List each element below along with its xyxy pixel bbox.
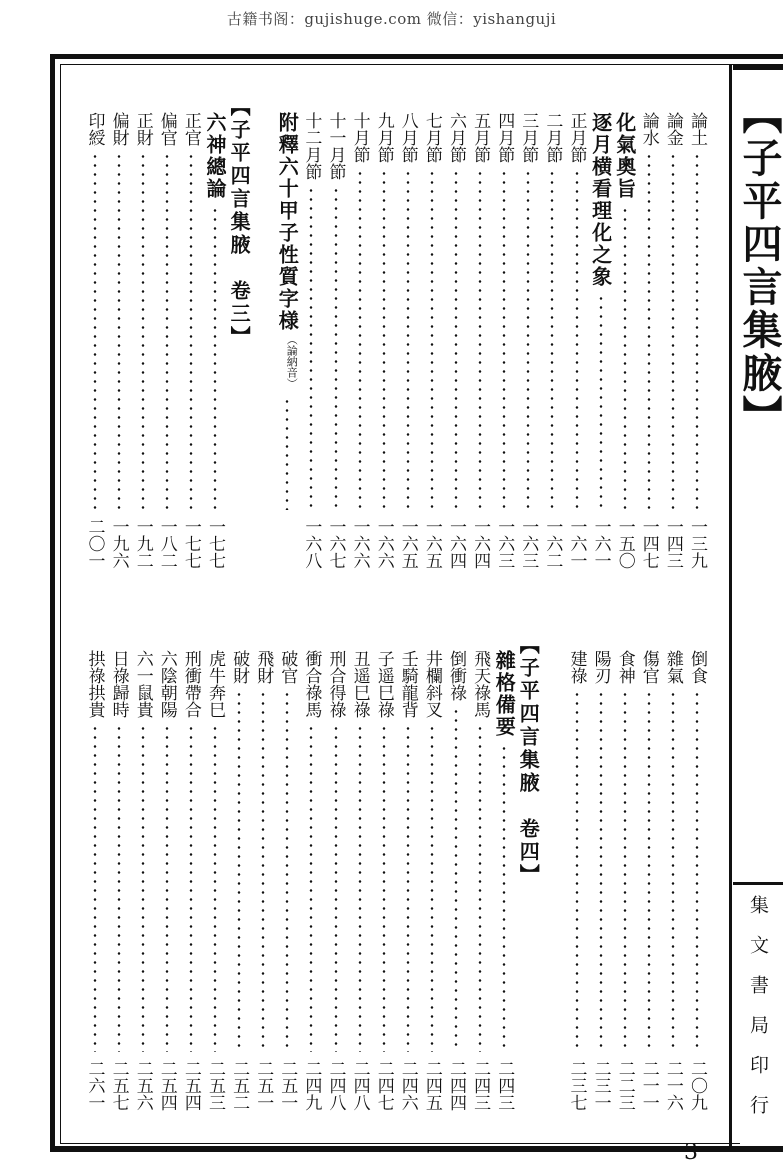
watermark: 古籍书阁：gujishuge.com 微信：yishanguji <box>226 10 557 28</box>
leader-dots <box>382 724 386 1052</box>
volume-heading: 【子平四言集腋 卷三】 <box>227 96 252 349</box>
toc-entry: 十月節 <box>349 112 370 163</box>
page-ref: 二四四 <box>446 1060 466 1111</box>
page-ref: 一三九 <box>687 518 707 569</box>
page-ref: 一六一 <box>566 518 587 569</box>
page-ref: 二五三 <box>205 1060 225 1111</box>
section-heading: 附釋六十甲子性質字様 <box>275 112 300 332</box>
page-ref: 一六八 <box>301 518 322 569</box>
toc-entry: 虎牛奔巳 <box>205 650 225 718</box>
leader-dots <box>695 152 699 510</box>
toc-entry: 印綬 <box>84 112 105 146</box>
page-ref: 二五四 <box>180 1060 201 1111</box>
leader-dots <box>165 152 169 510</box>
toc-entry: 論水 <box>638 112 659 146</box>
toc-entry: 十一月節 <box>325 112 346 180</box>
page-ref: 一七七 <box>180 518 201 569</box>
page-ref: 二五一 <box>277 1060 298 1111</box>
page-ref: 一八二 <box>156 518 177 569</box>
page-ref: 二四三 <box>470 1060 491 1111</box>
page-ref: 二四五 <box>421 1060 442 1111</box>
page-ref: 二四八 <box>349 1060 370 1111</box>
leader-dots <box>599 294 603 510</box>
toc-entry: 倒衝祿 <box>446 650 466 701</box>
page-ref: 二五四 <box>156 1060 177 1111</box>
page-ref: 一七七 <box>205 518 225 569</box>
page-ref: 一六七 <box>325 518 346 569</box>
side-rule <box>729 64 732 1146</box>
toc-entry: 丑遥巳祿 <box>349 650 370 718</box>
leader-dots <box>309 724 313 1052</box>
leader-dots <box>623 690 627 1052</box>
toc-entry: 飛天祿馬 <box>470 650 491 718</box>
leader-dots <box>526 169 530 510</box>
leader-dots <box>309 186 313 510</box>
page-ref: 二四八 <box>325 1060 346 1111</box>
leader-dots <box>406 724 410 1052</box>
leader-dots <box>93 152 97 510</box>
page-ref: 二四九 <box>301 1060 322 1111</box>
toc-entry: 飛財 <box>253 650 274 684</box>
toc-entry: 雜氣 <box>662 650 683 684</box>
page-ref: 一九六 <box>108 518 129 569</box>
leader-dots <box>189 152 193 510</box>
toc-entry: 二月節 <box>542 112 563 163</box>
toc-entry: 倒食 <box>687 650 707 684</box>
toc-entry: 六陰朝陽 <box>156 650 177 718</box>
page-ref: 二五二 <box>229 1060 250 1111</box>
leader-dots <box>358 724 362 1052</box>
leader-dots <box>334 724 338 1052</box>
page-number: 3 <box>684 1144 698 1161</box>
leader-dots <box>671 690 675 1052</box>
leader-dots <box>671 152 675 510</box>
leader-dots <box>189 724 193 1052</box>
toc-entry: 壬騎龍背 <box>397 650 418 718</box>
toc-note: （論納音） <box>285 334 299 389</box>
leader-dots <box>502 744 506 1052</box>
leader-dots <box>430 724 434 1052</box>
page-ref: 二三一 <box>590 1060 611 1111</box>
toc-entry: 子遥巳祿 <box>373 650 394 718</box>
leader-dots <box>382 169 386 510</box>
leader-dots <box>358 169 362 510</box>
leader-dots <box>478 169 482 510</box>
toc-entry: 三月節 <box>518 112 539 163</box>
page-ref: 一六二 <box>542 518 563 569</box>
toc-entry: 日祿歸時 <box>108 650 129 718</box>
page-ref: 二五一 <box>253 1060 274 1111</box>
page-ref: 二三七 <box>566 1060 587 1111</box>
toc-entry: 十二月節 <box>301 112 322 180</box>
toc-entry: 論金 <box>662 112 683 146</box>
page-ref: 一六四 <box>446 518 466 569</box>
page-ref: 一六四 <box>470 518 491 569</box>
leader-dots <box>454 169 458 510</box>
toc-entry: 拱祿拱貴 <box>84 650 105 718</box>
toc-entry: 五月節 <box>470 112 491 163</box>
page-ref: 二五六 <box>132 1060 153 1111</box>
toc-entry: 七月節 <box>421 112 442 163</box>
leader-dots <box>406 169 410 510</box>
page-ref: 二四六 <box>397 1060 418 1111</box>
leader-dots <box>502 169 506 510</box>
toc-entry: 正月節 <box>566 112 587 163</box>
side-separator <box>733 882 783 885</box>
toc-entry: 破官 <box>277 650 298 684</box>
leader-dots <box>117 724 121 1052</box>
toc-entry: 論土 <box>687 112 707 146</box>
page-ref: 一六三 <box>494 518 515 569</box>
leader-dots <box>695 690 699 1052</box>
toc-entry: 建祿 <box>566 650 587 684</box>
leader-dots <box>454 707 458 1052</box>
leader-dots <box>285 690 289 1052</box>
toc-entry: 傷官 <box>638 650 659 684</box>
page-ref: 一四七 <box>638 518 659 569</box>
leader-dots <box>213 724 217 1052</box>
leader-dots <box>334 186 338 510</box>
toc-entry: 正財 <box>132 112 153 146</box>
section-heading: 化氣奧旨 <box>612 112 637 200</box>
toc-entry: 刑合得祿 <box>325 650 346 718</box>
page-ref: 二四三 <box>494 1060 515 1111</box>
toc-entry: 食神 <box>614 650 635 684</box>
leader-dots <box>478 724 482 1052</box>
publisher: 集文書局印行 <box>747 895 769 1135</box>
leader-dots <box>430 169 434 510</box>
toc-entry: 正官 <box>180 112 201 146</box>
page-ref: 二六一 <box>84 1060 105 1111</box>
leader-dots <box>550 169 554 510</box>
leader-dots <box>117 152 121 510</box>
page-ref: 一六一 <box>590 518 611 569</box>
section-heading: 逐月横看理化之象 <box>588 112 613 288</box>
page-ref: 二〇一 <box>84 518 105 569</box>
toc-entry: 四月節 <box>494 112 515 163</box>
book-title: 【子平四言集腋】 <box>736 94 783 438</box>
leader-dots <box>165 724 169 1052</box>
page-ref: 二一六 <box>662 1060 683 1111</box>
page-ref: 一六六 <box>349 518 370 569</box>
page-ref: 二一一 <box>638 1060 659 1111</box>
toc-entry: 陽刃 <box>590 650 611 684</box>
page-ref: 一四三 <box>662 518 683 569</box>
page-ref: 一六六 <box>373 518 394 569</box>
inner-frame <box>60 64 740 1144</box>
page-ref: 二二三 <box>614 1060 635 1111</box>
section-heading: 雜格備要 <box>492 650 517 738</box>
leader-dots <box>93 724 97 1052</box>
page-ref: 一六三 <box>518 518 539 569</box>
page-ref: 一六五 <box>421 518 442 569</box>
leader-dots <box>599 690 603 1052</box>
leader-dots <box>285 397 289 510</box>
leader-dots <box>575 690 579 1052</box>
page-ref: 一五〇 <box>614 518 635 569</box>
page-ref: 一九二 <box>132 518 153 569</box>
toc-entry: 偏財 <box>108 112 129 146</box>
toc-entry: 衝合祿馬 <box>301 650 322 718</box>
toc-entry: 偏官 <box>156 112 177 146</box>
leader-dots <box>575 169 579 510</box>
toc-entry: 刑衝帶合 <box>180 650 201 718</box>
section-heading: 六神總論 <box>203 112 227 200</box>
page-ref: 二四七 <box>373 1060 394 1111</box>
leader-dots <box>647 690 651 1052</box>
toc-entry: 九月節 <box>373 112 394 163</box>
leader-dots <box>237 690 241 1052</box>
page-ref: 二五七 <box>108 1060 129 1111</box>
page-ref: 一六五 <box>397 518 418 569</box>
volume-heading: 【子平四言集腋 卷四】 <box>516 634 541 887</box>
leader-dots <box>261 690 265 1052</box>
leader-dots <box>623 206 627 510</box>
leader-dots <box>141 152 145 510</box>
toc-entry: 破財 <box>229 650 250 684</box>
leader-dots <box>647 152 651 510</box>
toc-entry: 井欄斜叉 <box>421 650 442 718</box>
page-ref: 二〇九 <box>687 1060 707 1111</box>
leader-dots <box>141 724 145 1052</box>
toc-entry: 六一鼠貴 <box>132 650 153 718</box>
toc-entry: 六月節 <box>446 112 466 163</box>
leader-dots <box>213 206 217 510</box>
toc-entry: 八月節 <box>397 112 418 163</box>
